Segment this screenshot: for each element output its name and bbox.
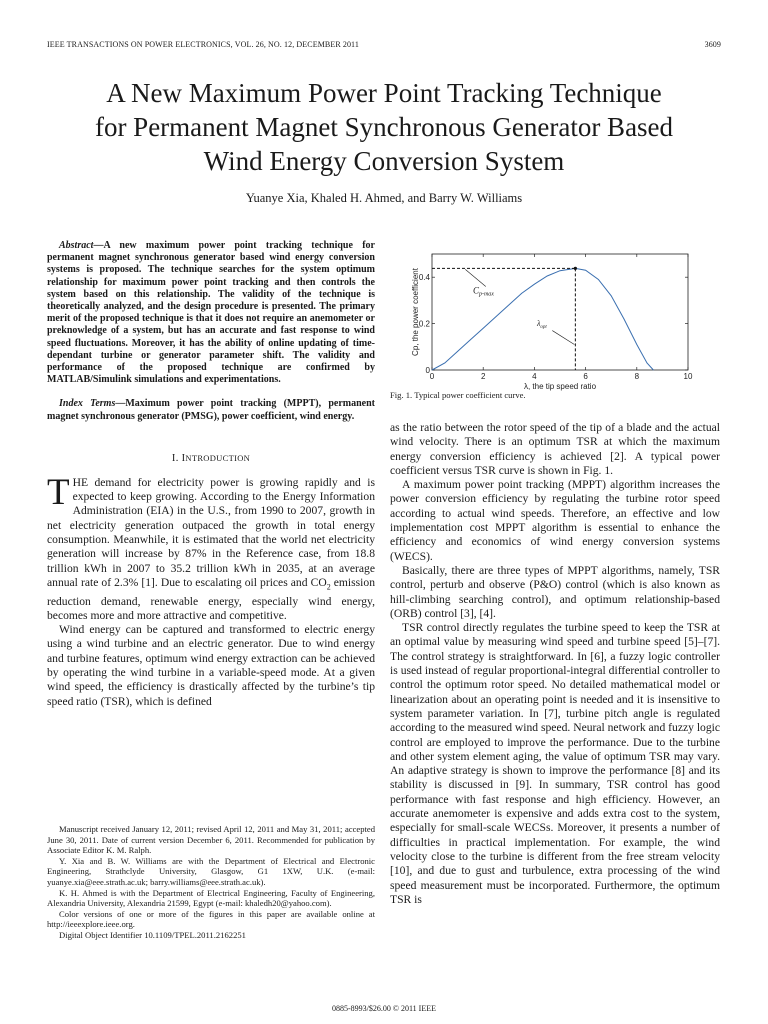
running-header-journal: IEEE TRANSACTIONS ON POWER ELECTRONICS, VOL. 26, NO. 12, DECEMBER 2011 [47,40,359,49]
right-paragraph-2: A maximum power point tracking (MPPT) algorithm increases the power conversion efficiency by regulating the turbine rotor speed according to actual wind speeds. Therefore, an effective and low implementation cost MPPT algorithm is essential to enhance the efficiency and economics of wind energy conversion systems (WECS). [390,478,720,563]
y-tick-label: 0.4 [418,273,430,283]
left-column [47,240,375,709]
y-tick-label: 0 [425,366,430,375]
index-terms [47,398,375,422]
footnote-manuscript: Manuscript received January 12, 2011; revised April 12, 2011 and May 31, 2011; accepted June 30, 2011. Date of current version December 6, 2011. Recommended for publication by Associate Editor K. M. Ralph. [47,824,375,856]
intro-paragraph-1 [47,471,375,623]
y-tick-label: 0.2 [418,319,430,329]
section-title-initial: I [181,452,186,464]
figure-1-chart [390,252,720,412]
title-line-2: for Permanent Magnet Synchronous Generator Based [94,112,674,142]
drop-cap: T [47,471,70,513]
footnote-affiliation-1: Y. Xia and B. W. Williams are with the Department of Electrical and Electronic Engineering, Strathclyde University, Glasgow, G1 1XW, U.K. (e-mail: yuanye.xia@eee.strath.ac.uk; barry.williams@eee.strath.ac.uk). [47,855,375,887]
index-terms-text: —Maximum power point tracking (MPPT), permanent magnet synchronous generator (PMSG), power coefficient, wind energy. [47,398,375,422]
co2-subscript: 2 [326,582,331,592]
footnotes [47,824,375,941]
intro-body [47,471,375,709]
running-header-page-number: 3609 [704,40,721,49]
lambda-opt-pointer [552,331,574,345]
chart-plot-area [411,254,693,391]
section-number: I. [171,452,179,464]
paper-title [40,76,728,178]
footnote-affiliation-2: K. H. Ahmed is with the Department of Electrical Engineering, Faculty of Engineering, Alexandria University, Alexandria 21599, Egypt (e-mail: khaledh20@yahoo.com). [47,887,375,909]
abstract [47,240,375,386]
lambda-opt-annotation: $\lambda_{opt}$ [536,318,547,330]
copyright-code: 0885-8993/$26.00 © 2011 IEEE [332,1004,436,1013]
right-column-text [390,421,720,907]
x-tick-label: 6 [583,372,588,381]
footnote-doi: Digital Object Identifier 10.1109/TPEL.2011.2162251 [59,929,246,940]
y-axis-label: Cp, the power coefficient [411,268,420,356]
cp-max-pointer [465,269,485,286]
optimum-point-marker [574,267,577,270]
x-tick-label: 0 [429,372,435,381]
right-paragraph-1: as the ratio between the rotor speed of the tip of a blade and the actual wind velocity. There is an optimum TSR at which the maximum energy conversion efficiency is achieved [2]. A typical power coefficient versus TSR curve is shown in Fig. 1. [390,421,720,477]
section-title-rest: NTRODUCTION [185,452,251,463]
cp-max-annotation: $C_{p-max}$ [472,285,494,298]
right-paragraph-3: Basically, there are three types of MPPT algorithms, namely, TSR control, perturb and observe (P&O) control (which is also known as hill-climbing searching control), and optimum relationship-based (ORB) control [3], [4]. [390,563,720,620]
plot-frame [432,254,688,370]
x-tick-label: 8 [634,372,640,381]
footnote-color-versions: Color versions of one or more of the figures in this paper are available online at http://ieeexplore.ieee.org. [47,908,375,930]
right-paragraph-4: TSR control directly regulates the turbine speed to keep the TSR at an optimal value by measuring wind speed and turbine speed [5]–[7]. The control strategy is straightforward. In [6], a fuzzy logic controller is used instead of regular proportional-integral differential controller to control the optimum rotor speed. No detailed mathematical model or linearization about an operating point is needed and it is insensitive to system parameter variation. In [7], turbine pitch angle is regulated according to the measured wind speed. Neural network and fuzzy logic control are employed to improve the performance. Due to the turbine and other system element aging, the value of optimum TSR may vary. An adaptive strategy is shown to improve the performance [8] and its stability is discussed in [9]. In summary, TSR control has good performance with fast response and high efficiency. However, an accurate anemometer is expensive and adds extra cost to the system, especially for small-scale WECSs. Moreover, it presents a number of difficulties in practical implementation. For example, the wind velocity close to the turbine is different from the free stream velocity [10], and due to gust and turbulence, extra processing of the wind speed measurement must be incorporated. Furthermore, the optimum TSR is [390,621,720,906]
lambda-opt-annotation-subscript: opt [540,324,547,330]
figure-1-caption: Fig. 1. Typical power coefficient curve. [390,390,526,400]
x-axis-label: λ, the tip speed ratio [523,382,597,391]
abstract-label: Abstract [59,240,94,251]
x-tick-label: 2 [480,372,486,381]
cp-max-annotation-subscript: p-max [478,291,494,298]
index-terms-label: Index Terms [59,398,116,410]
title-line-1: A New Maximum Power Point Tracking Technique [106,78,662,108]
intro-p1-part2: emission reduction demand, renewable energy, especially wind energy, becomes more and more attractive and competitive. [47,575,375,622]
section-heading-introduction [47,453,375,464]
cp-curve [432,268,653,370]
title-line-3: Wind Energy Conversion System [203,146,565,176]
intro-p1-part1: HE demand for electricity power is growing rapidly and is expected to keep growing. According to the Energy Information Administration (EIA) in the U.S., from 1990 to 2007, growth in net electricity generation outpaced the growth in total energy consumption. Meanwhile, it is estimated that the world net electricity generation will increase by 87% in the Reference case, from 18.8 trillion kWh in 2007 to 35.2 trillion kWh in 2035, at an average annual rate of 2.3% [1]. Due to escalating oil prices and CO [47,475,375,589]
x-tick-label: 4 [532,372,537,381]
x-tick-label: 10 [683,372,693,381]
abstract-text: —A new maximum power point tracking technique for permanent magnet synchronous generator based wind energy conversion systems is proposed. The technique searches for the system optimum relationship for maximum power point tracking and then controls the system based on this relationship. The validity of the technique is theoretically analyzed, and the design procedure is presented. The primary merit of the proposed technique is that it does not require an anemometer or preknowledge of a system, but has an accurate and fast response to wind speed fluctuations. Moreover, it has the ability of online updating of time-dependant turbine or generator parameter shift. The validity and performance of the proposed technique are confirmed by MATLAB/Simulink simulations and experimentations. [47,240,375,386]
intro-paragraph-2: Wind energy can be captured and transformed to electric energy using a wind turbine and an electric generator. Due to wind energy and turbine features, optimum wind energy extraction can be achieved by operating the wind turbine in a variable-speed mode. At a given wind speed, the efficiency is drastically affected by the turbine’s tip speed ratio (TSR), which is defined [47,623,375,708]
author-list: Yuanye Xia, Khaled H. Ahmed, and Barry W. Williams [245,191,523,205]
